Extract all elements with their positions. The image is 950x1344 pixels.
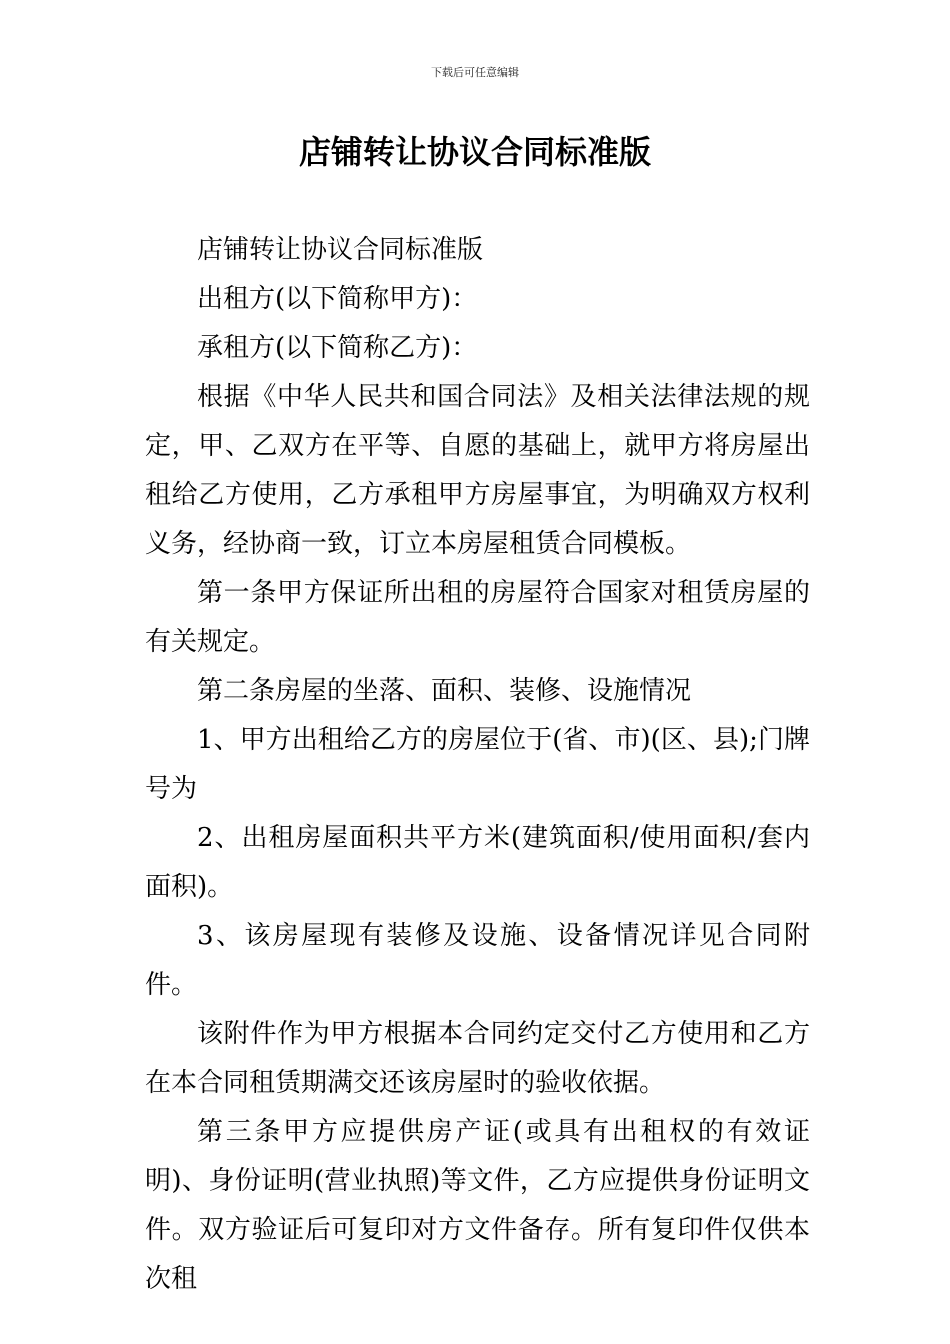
paragraph-preamble: 根据《中华人民共和国合同法》及相关法律法规的规定，甲、乙双方在平等、自愿的基础上，就甲方将房屋出租给乙方使用，乙方承租甲方房屋事宜，为明确双方权利义务，经协商一致，订立本房屋租赁合同模板。 [145, 382, 810, 559]
paragraph-attachment-note: 该附件作为甲方根据本合同约定交付乙方使用和乙方在本合同租赁期满交还该房屋时的验收依据。 [145, 1019, 810, 1098]
paragraph-lessee: 承租方(以下简称乙方)： [197, 333, 478, 363]
paragraph-article-3: 第三条甲方应提供房产证(或具有出租权的有效证明)、身份证明(营业执照)等文件，乙方应提供身份证明文件。双方验证后可复印对方文件备存。所有复印件仅供本次租 [145, 1117, 810, 1294]
paragraph-lessor: 出租方(以下简称甲方)： [197, 284, 478, 314]
paragraph-clause-2: 2、出租房屋面积共平方米(建筑面积/使用面积/套内面积)。 [145, 823, 810, 902]
document-body [145, 226, 810, 1304]
paragraph-subtitle: 店铺转让协议合同标准版 [197, 235, 484, 265]
paragraph-article-1: 第一条甲方保证所出租的房屋符合国家对租赁房屋的有关规定。 [145, 578, 810, 657]
paragraph-clause-1: 1、甲方出租给乙方的房屋位于(省、市)(区、县);门牌号为 [145, 725, 810, 804]
paragraph-clause-3: 3、该房屋现有装修及设施、设备情况详见合同附件。 [145, 921, 810, 1000]
paragraph-article-2: 第二条房屋的坐落、面积、装修、设施情况 [197, 676, 692, 706]
header-note: 下载后可任意编辑 [431, 66, 519, 79]
document-title: 店铺转让协议合同标准版 [298, 133, 651, 171]
